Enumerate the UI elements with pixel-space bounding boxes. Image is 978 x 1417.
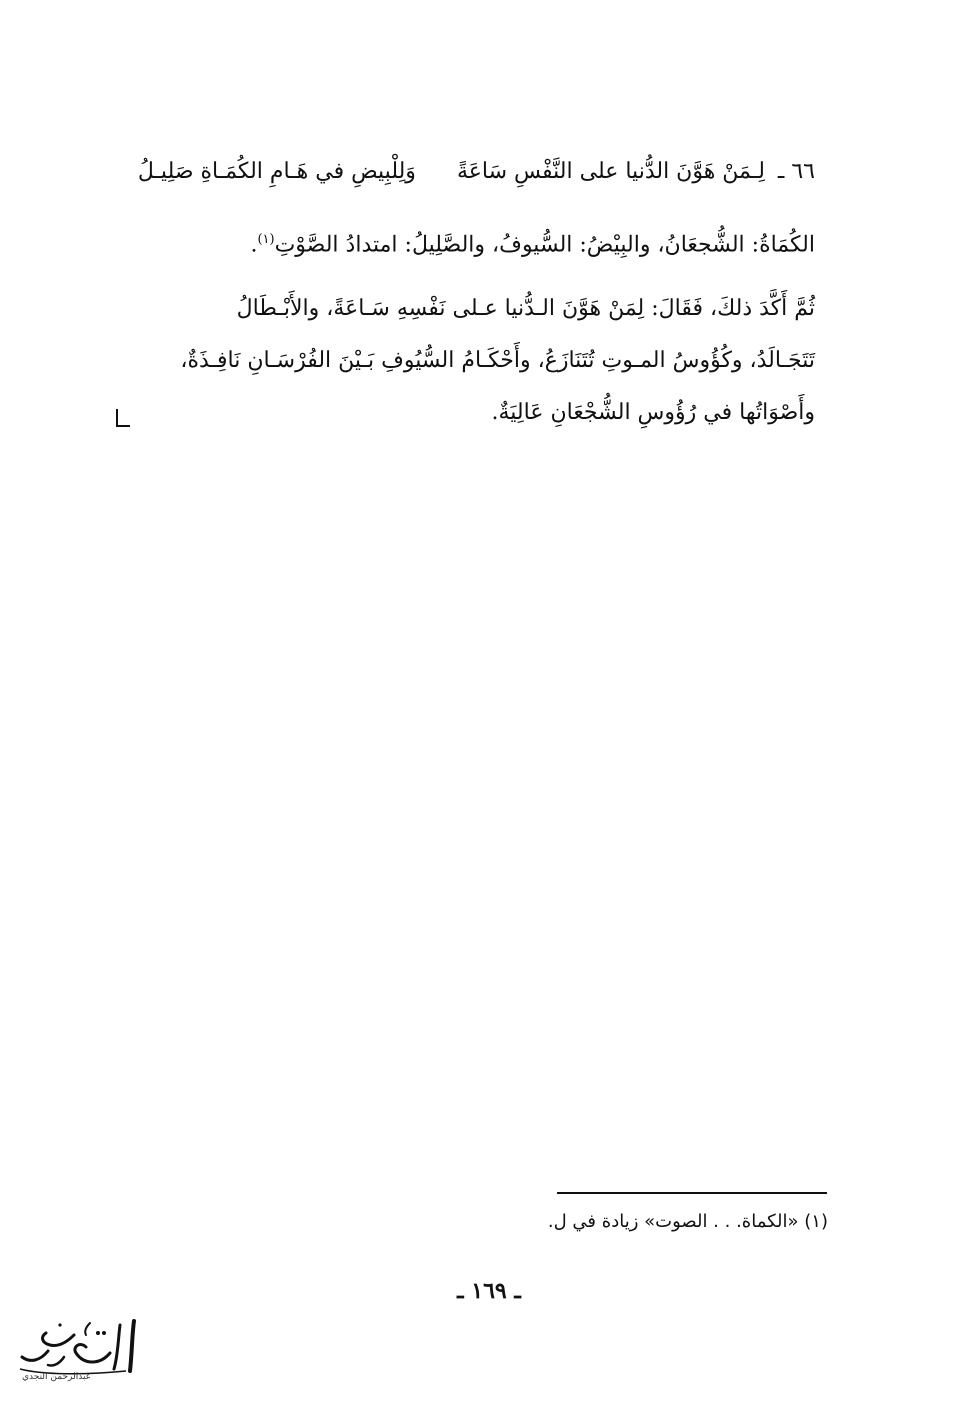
gloss-end: .: [250, 232, 258, 258]
stamp-caption: عبدالرحمن النجدي: [22, 1372, 92, 1382]
paragraph-line-1: ثُمَّ أَكَّدَ ذلكَ، فَقَالَ: لِمَنْ هَوَّنَ الـدُّنيا عـلى نَفْسِهِ سَـاعَةً، والأَبْـطَالُ: [236, 296, 815, 321]
verse-number: ٦٦ ـ: [777, 159, 815, 184]
footnote-reference: (١): [257, 232, 275, 247]
manuscript-marker: [116, 409, 130, 427]
verse-second-hemistich: وَلِلْبِيضِ في هَـامِ الكُمَـاةِ صَلِيـلُ: [137, 159, 416, 184]
paragraph-line-3: وأَصْوَاتُها في رُؤُوسِ الشُّجْعَانِ عَالِيَةٌ.: [491, 400, 815, 425]
footnote-divider: [557, 1192, 827, 1194]
page-number: ـ ١٦٩ ـ: [457, 1278, 521, 1304]
verse-first-hemistich: لِـمَنْ هَوَّنَ الدُّنيا على النَّفْسِ سَاعَةً: [456, 159, 765, 184]
calligraphy-stamp-logo: [14, 1313, 144, 1379]
commentary-paragraph: [115, 283, 815, 439]
verse-line: [115, 152, 815, 192]
gloss-line: [250, 220, 815, 265]
paragraph-line-2: تَتَجَـالَدُ، وكُؤُوسُ المـوتِ تُتَنَازَعُ، وأَحْكَـامُ السُّيُوفِ بَـيْنَ الفُرْسَـانِ نَافِـذَةٌ،: [180, 348, 815, 373]
gloss-text: الكُمَاةُ: الشُّجعَانُ، والبِيْضُ: السُّيوفُ، والصَّلِيلُ: امتدادُ الصَّوْتِ: [274, 232, 815, 258]
footnote: (١) «الكماة. . . الصوت» زيادة في ل.: [547, 1211, 828, 1232]
